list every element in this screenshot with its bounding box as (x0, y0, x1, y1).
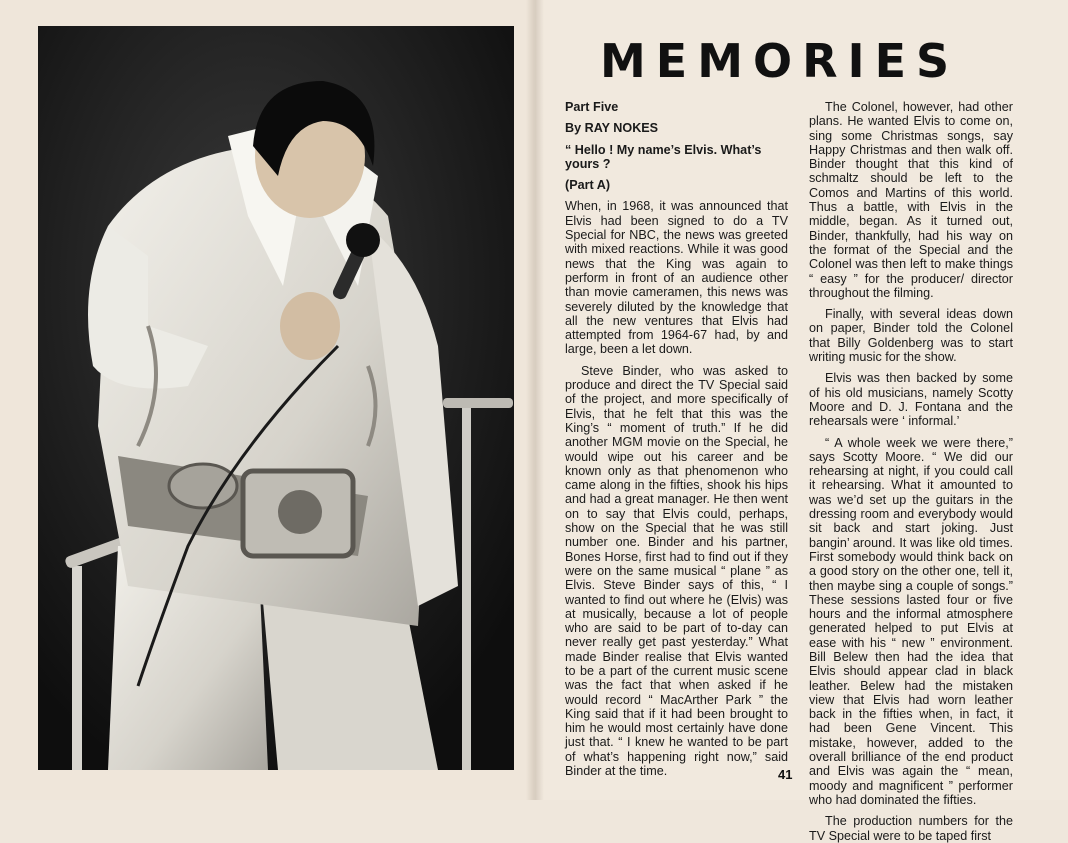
page-number: 41 (778, 767, 793, 782)
paragraph: The Colonel, however, had other plans. He wanted Elvis to come on, sing some Christmas songs, say Happy Christmas and then walk off. Binder thought that this kind of schmaltz should be left to the Comos and Martins of this world. Thus a battle, with Elvis in the middle, began. As it turned out, Binder, thankfully, had his way on the format of the Special and the Colonel was then left to make things “ easy ” for the producer/ director throughout the filming. (809, 100, 1013, 300)
paragraph: When, in 1968, it was announced that Elvis had been signed to do a TV Special for NBC, the news was greeted with mixed reactions. While it was good news that the King was again to perform in front of an audience other than movie cameramen, this news was severely diluted by the knowledge that all the new ventures that Elvis had attempted from 1964-67 had, by and large, been a let down. (565, 199, 788, 357)
byline: By RAY NOKES (565, 121, 659, 136)
paragraph: The production numbers for the TV Special were to be taped first (809, 814, 1013, 843)
subpart-label: (Part A) (565, 178, 611, 193)
performer-photo (38, 26, 514, 770)
part-label: Part Five (565, 100, 619, 114)
paragraph: Elvis was then backed by some of his old musicians, namely Scotty Moore and D. J. Fontana and the rehearsals were ‘ informal.’ (809, 371, 1013, 429)
paragraph: Steve Binder, who was asked to produce and direct the TV Special said of the project, and more specifically of Elvis, that he felt that this was the King’s “ moment of truth.” If he did another MGM movie on the Special, he would wipe out his career and be known only as that phenomenon who came along in the fifties, shook his hips and had a great manager. He then went on to say that Elvis could, perhaps, show on the Special that he was still number one. Binder and his partner, Bones Horse, first had to find out if they were on the same musical “ plane ” as Elvis. Steve Binder says of this, “ I wanted to find out where he (Elvis) was at musically, because a lot of people who are said to be part of to-day can never really get past yesterday.” What made Binder realise that Elvis wanted to be a part of the current music scene was the fact that when asked if he would record “ MacArther Park ” the King said that if it had been brought to him he would most certainly have done just that. “ I knew he wanted to be part of what’s happening right now,” said Binder at the time. (565, 363, 788, 779)
article-heading: “ Hello ! My name’s Elvis. What’s yours ? (565, 142, 762, 171)
page-gutter (526, 0, 544, 800)
article-title: MEMORIES (600, 34, 960, 88)
paragraph: Finally, with several ideas down on paper, Binder told the Colonel that Billy Goldenberg was to start writing music for the show. (809, 307, 1013, 365)
paragraph: “ A whole week we were there,” says Scotty Moore. “ We did our rehearsing at night, if you could call it rehearsing. What it amounted to was we’d set up the guitars in the dressing room and everybody would sit back and start joking. Just bangin’ around. It was like old times. First somebody would think back on a good story on the other one, tell it, then maybe sing a couple of songs.” These sessions lasted four or five hours and the informal atmosphere generated helped to put Elvis at ease with his “ new ” environment. Bill Belew then had the idea that Elvis should appear clad in black leather. Belew had the mistaken view that Elvis had worn leather back in the fifties when, in fact, it had been Gene Vincent. This mistake, however, added to the overall brilliance of the end product and Elvis was again the “ mean, moody and magnificent ” performer who had dominated the fifties. (809, 435, 1013, 807)
article-column-2 (809, 100, 1013, 843)
performer-photo-icon (38, 26, 514, 770)
left-page (0, 0, 534, 800)
